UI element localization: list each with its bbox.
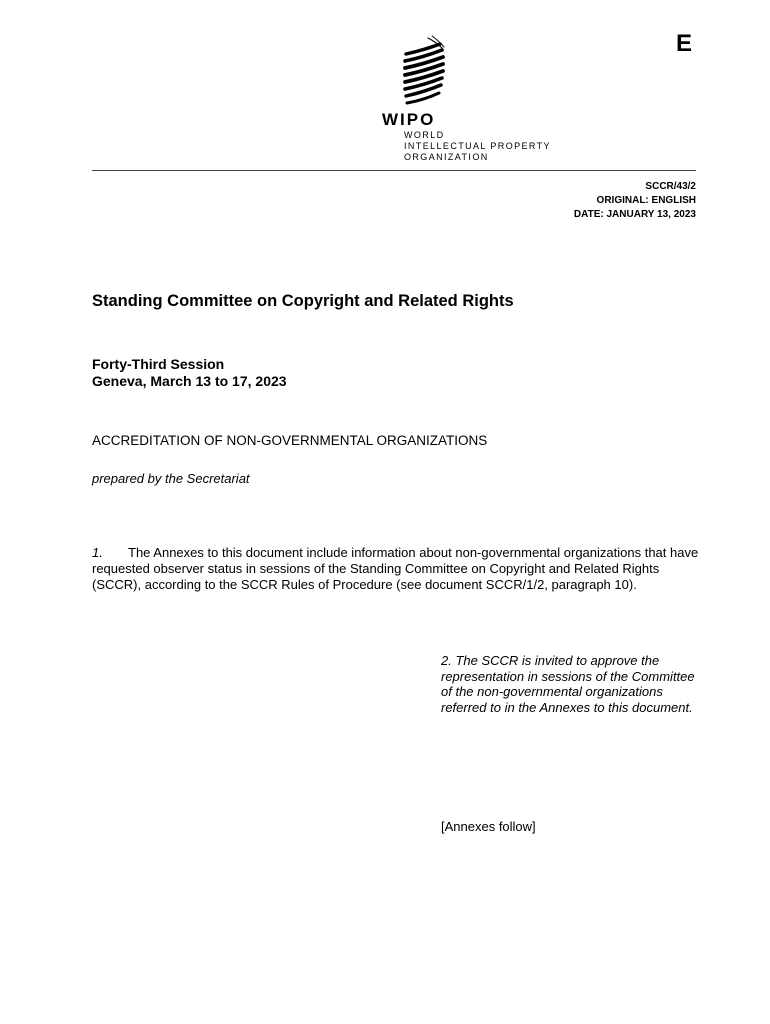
wipo-logo (382, 34, 582, 164)
language-marker: E (675, 30, 692, 57)
prepared-by: prepared by the Secretariat (92, 471, 250, 486)
document-title: ACCREDITATION OF NON-GOVERNMENTAL ORGANIZATIONS (92, 433, 488, 448)
original-language: ORIGINAL: ENGLISH (596, 195, 696, 206)
paragraph-2-decision: 2. The SCCR is invited to approve the representation in sessions of the Committee of the non-governmental organizations referred to in the Annexes to this document. (441, 653, 695, 715)
committee-title: Standing Committee on Copyright and Related Rights (92, 292, 514, 310)
session-name: Forty-Third Session (92, 356, 225, 372)
document-metadata (574, 180, 696, 222)
paragraph-text: The Annexes to this document include information about non-governmental organizations that have requested observer status in sessions of the Standing Committee on Copyright and Related Rights (SCCR), according to the SCCR Rules of Procedure (see document SCCR/1/2, paragraph 10). (92, 545, 699, 592)
annexes-follow-note: [Annexes follow] (441, 819, 536, 834)
wipo-acronym: WIPO (382, 110, 436, 129)
org-line-intellectual-property: INTELLECTUAL PROPERTY (404, 141, 551, 151)
wipo-emblem-icon (402, 34, 448, 112)
paragraph-1 (92, 545, 702, 593)
org-line-organization: ORGANIZATION (404, 152, 489, 162)
session-info (92, 356, 287, 390)
session-place-dates: Geneva, March 13 to 17, 2023 (92, 373, 287, 389)
organization-name (404, 130, 551, 163)
paragraph-number: 1. (92, 545, 103, 560)
document-symbol: SCCR/43/2 (645, 181, 696, 192)
org-line-world: WORLD (404, 130, 445, 140)
document-date: DATE: JANUARY 13, 2023 (573, 209, 696, 220)
header-divider (92, 170, 696, 171)
